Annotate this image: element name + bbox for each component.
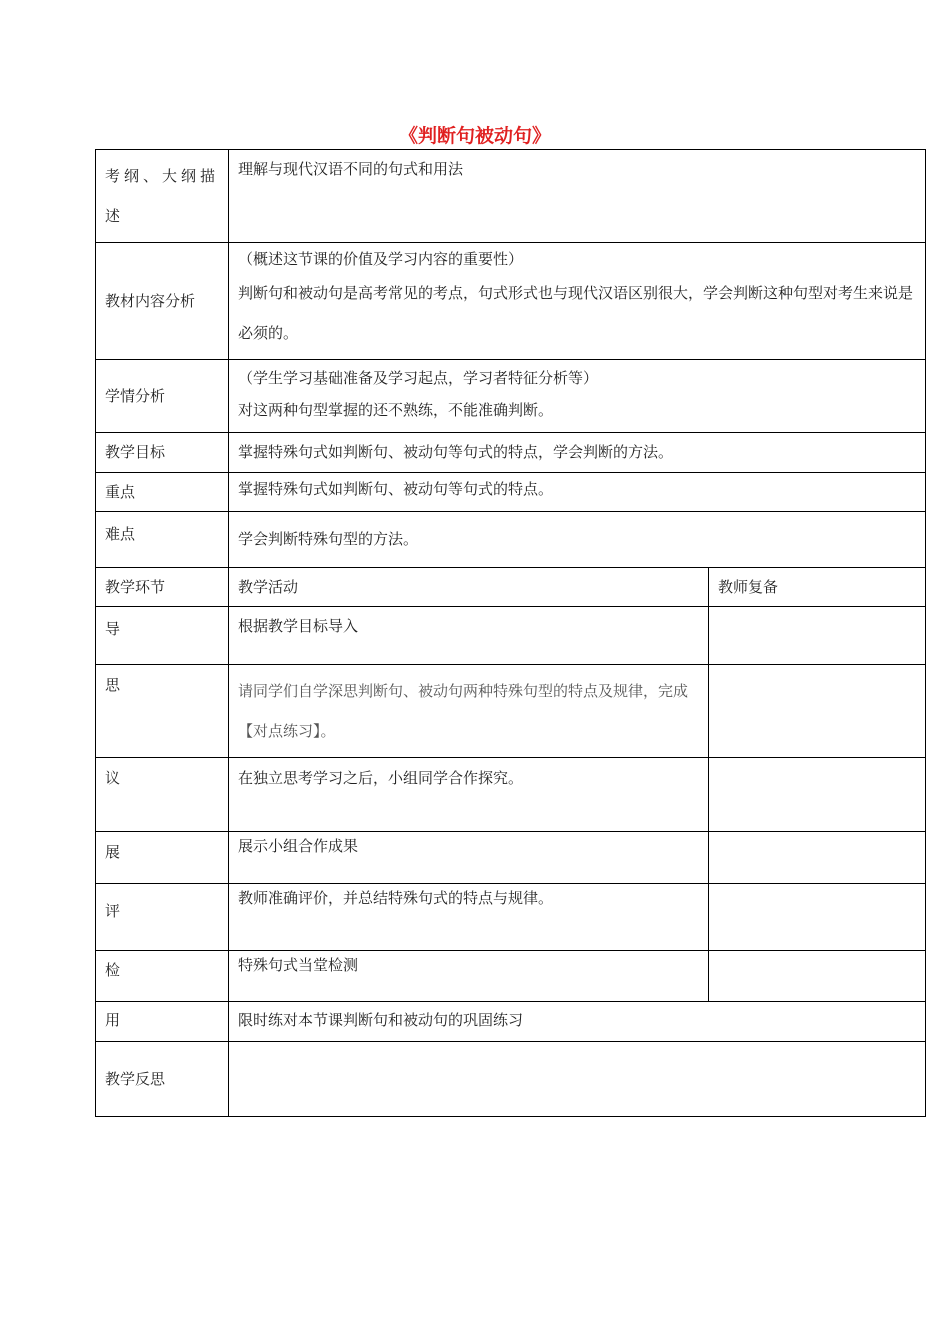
process-prep xyxy=(709,665,926,758)
process-prep xyxy=(709,607,926,665)
process-stage: 议 xyxy=(96,758,229,832)
prep-header: 教师复备 xyxy=(709,568,926,607)
goal-content: 掌握特殊句式如判断句、被动句等句式的特点，学会判断的方法。 xyxy=(229,433,926,473)
process-stage: 导 xyxy=(96,607,229,665)
stage-header: 教学环节 xyxy=(96,568,229,607)
use-activity: 限时练对本节课判断句和被动句的巩固练习 xyxy=(229,1002,926,1042)
process-stage: 评 xyxy=(96,884,229,951)
process-activity: 根据教学目标导入 xyxy=(229,607,709,665)
process-header-row xyxy=(96,568,926,607)
process-prep xyxy=(709,758,926,832)
process-row xyxy=(96,832,926,884)
learner-label: 学情分析 xyxy=(96,360,229,433)
process-row xyxy=(96,758,926,832)
goal-row xyxy=(96,433,926,473)
process-prep xyxy=(709,884,926,951)
material-note: （概述这节课的价值及学习内容的重要性） xyxy=(238,250,524,268)
use-stage: 用 xyxy=(96,1002,229,1042)
process-prep xyxy=(709,832,926,884)
material-label: 教材内容分析 xyxy=(96,243,229,360)
difficulty-content: 学会判断特殊句型的方法。 xyxy=(229,512,926,568)
learner-content: 对这两种句型掌握的还不熟练，不能准确判断。 xyxy=(238,401,554,419)
learner-cell xyxy=(229,360,926,433)
reflection-content xyxy=(229,1042,926,1117)
material-row xyxy=(96,243,926,360)
material-cell xyxy=(229,243,926,360)
key-content: 掌握特殊句式如判断句、被动句等句式的特点。 xyxy=(229,473,926,512)
activity-header: 教学活动 xyxy=(229,568,709,607)
process-row xyxy=(96,884,926,951)
process-stage: 思 xyxy=(96,665,229,758)
difficulty-row xyxy=(96,512,926,568)
process-activity: 特殊句式当堂检测 xyxy=(229,951,709,1002)
process-activity: 展示小组合作成果 xyxy=(229,832,709,884)
reflection-row xyxy=(96,1042,926,1117)
goal-label: 教学目标 xyxy=(96,433,229,473)
use-row xyxy=(96,1002,926,1042)
difficulty-label: 难点 xyxy=(96,512,229,568)
process-row xyxy=(96,951,926,1002)
material-content: 判断句和被动句是高考常见的考点，句式形式也与现代汉语区别很大，学会判断这种句型对考生来说是必须的。 xyxy=(238,284,914,342)
process-stage: 展 xyxy=(96,832,229,884)
process-row xyxy=(96,665,926,758)
process-row xyxy=(96,607,926,665)
key-row xyxy=(96,473,926,512)
process-stage: 检 xyxy=(96,951,229,1002)
process-prep xyxy=(709,951,926,1002)
learner-note: （学生学习基础准备及学习起点，学习者特征分析等） xyxy=(238,369,599,387)
syllabus-row xyxy=(96,150,926,243)
lesson-plan-table xyxy=(95,149,926,1117)
process-activity: 在独立思考学习之后，小组同学合作探究。 xyxy=(229,758,709,832)
learner-row xyxy=(96,360,926,433)
key-label: 重点 xyxy=(96,473,229,512)
process-activity: 教师准确评价，并总结特殊句式的特点与规律。 xyxy=(229,884,709,951)
syllabus-content: 理解与现代汉语不同的句式和用法 xyxy=(229,150,926,243)
syllabus-label: 考纲、大纲描述 xyxy=(96,150,229,243)
reflection-label: 教学反思 xyxy=(96,1042,229,1117)
document-title: 《判断句被动句》 xyxy=(398,125,551,147)
process-activity: 请同学们自学深思判断句、被动句两种特殊句型的特点及规律，完成【对点练习】。 xyxy=(229,665,709,758)
